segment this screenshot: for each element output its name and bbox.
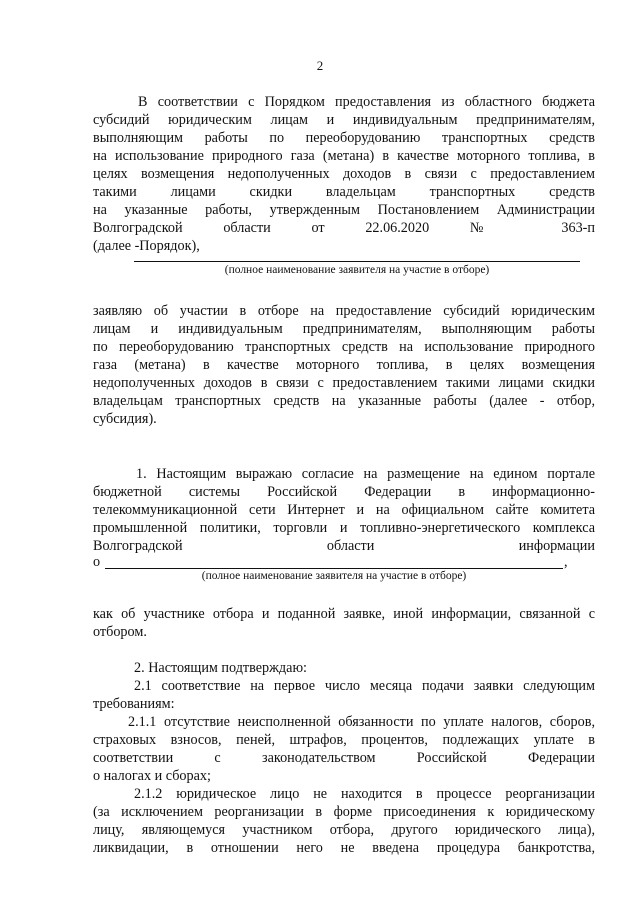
o-suffix: ,: [564, 554, 568, 570]
text-line: ликвидации, в отношении него не введена процедура банкротства,: [93, 840, 595, 856]
text-line: лицам и индивидуальным предпринимателям, выполняющим работы: [93, 321, 595, 337]
text-line: соответствии с законодательством Российской Федерации: [93, 750, 595, 766]
text-line: владельцам транспортных средств на указанные работы (далее - отбор,: [93, 393, 595, 409]
text-line: требованиям:: [93, 696, 175, 712]
text-line: В соответствии с Порядком предоставления из областного бюджета: [138, 94, 595, 110]
text-line: бюджетной системы Российской Федерации в информационно-: [93, 484, 595, 500]
caption-applicant-info: (полное наименование заявителя на участие в отборе): [201, 570, 467, 582]
text-line: субсидий юридическим лицам и индивидуальным предпринимателям,: [93, 112, 595, 128]
text-line: на указанные работы, утвержденным Постановлением Администрации: [93, 202, 595, 218]
page-number: 2: [316, 58, 324, 73]
text-line: как об участнике отбора и поданной заявке, иной информации, связанной с: [93, 606, 595, 622]
o-prefix: о: [93, 554, 101, 570]
text-line: выполняющим работы по переоборудованию транспортных средств: [93, 130, 595, 146]
text-line: целях возмещения недополученных доходов в связи с предоставлением: [93, 166, 595, 182]
text-line: заявляю об участии в отборе на предоставление субсидий юридическим: [93, 303, 595, 319]
text-line: (далее -Порядок),: [93, 238, 200, 254]
text-line: 2.1 соответствие на первое число месяца подачи заявки следующим: [134, 678, 595, 694]
text-line: Волгоградской области от 22.06.2020 № 363-п: [93, 220, 595, 236]
text-line: страховых взносов, пеней, штрафов, процентов, подлежащих уплате в: [93, 732, 595, 748]
text-line: промышленной политики, торговли и топливно-энергетического комплекса: [93, 520, 595, 536]
text-line: такими лицами скидки владельцам транспортных средств: [93, 184, 595, 200]
text-line: 1. Настоящим выражаю согласие на размещение на едином портале: [136, 466, 595, 482]
text-line: 2.1.2 юридическое лицо не находится в процессе реорганизации: [134, 786, 595, 802]
applicant-name-blank: [134, 261, 580, 262]
caption-applicant-name: (полное наименование заявителя на участие в отборе): [224, 264, 490, 276]
text-line: телекоммуникационной сети Интернет и на официальном сайте комитета: [93, 502, 595, 518]
text-line: лицу, являющемуся участником отбора, другого юридического лица),: [93, 822, 595, 838]
text-line: газа (метана) в качестве моторного топлива, в целях возмещения: [93, 357, 595, 373]
text-line: 2.1.1 отсутствие неисполненной обязанности по уплате налогов, сборов,: [128, 714, 595, 730]
item-2-heading: 2. Настоящим подтверждаю:: [134, 660, 307, 676]
text-line: субсидия).: [93, 411, 157, 427]
text-line: отбором.: [93, 624, 147, 640]
applicant-info-blank: [105, 568, 563, 569]
text-line: недополученных доходов в связи с предоставлением такими лицами скидки: [93, 375, 595, 391]
text-line: о налогах и сборах;: [93, 768, 211, 784]
text-line: на использование природного газа (метана) в качестве моторного топлива, в: [93, 148, 595, 164]
text-line: по переоборудованию транспортных средств на использование природного: [93, 339, 595, 355]
text-line: Волгоградской области информации: [93, 538, 595, 554]
text-line: (за исключением реорганизации в форме присоединения к юридическому: [93, 804, 595, 820]
